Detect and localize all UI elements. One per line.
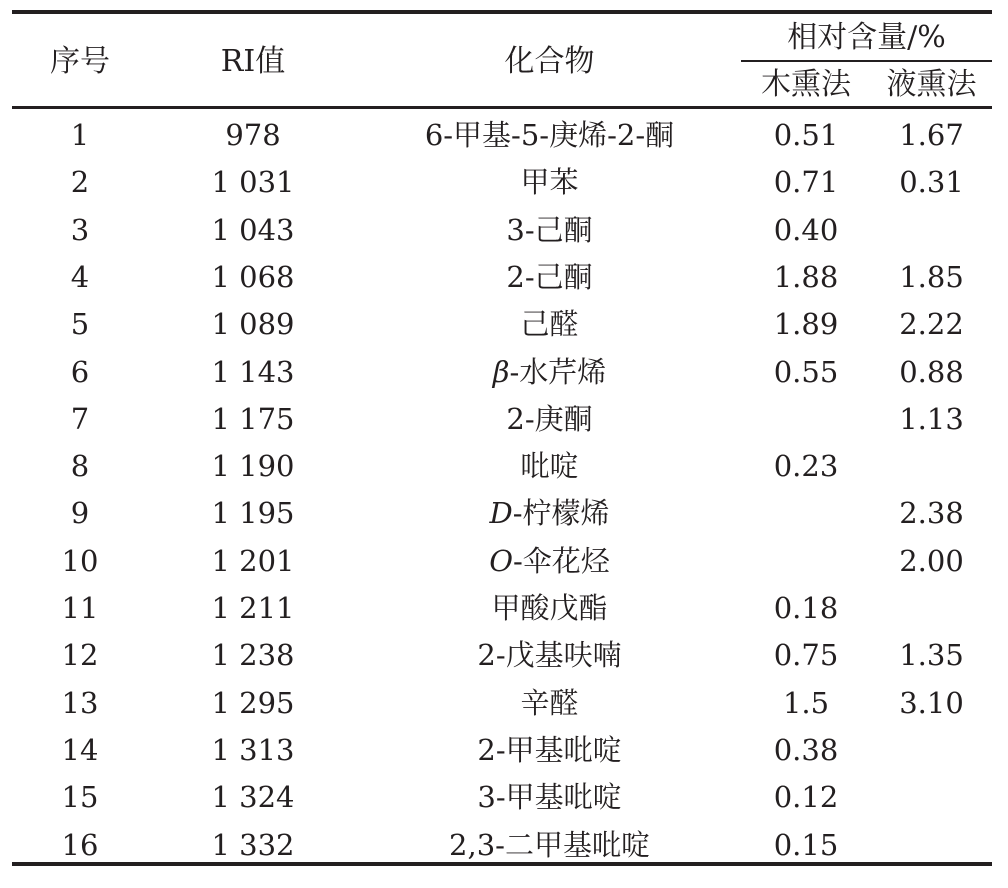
cell-compound: [358, 164, 741, 200]
table-row: [12, 350, 992, 397]
cell-seq: 16: [61, 827, 99, 862]
cell-compound: [358, 401, 741, 437]
cell-seq: 2: [70, 165, 90, 200]
table-row: [12, 397, 992, 444]
compound-name: 吡啶: [520, 449, 579, 484]
cell-compound: [358, 732, 741, 768]
table-bottom-rule: [12, 862, 992, 866]
cell-ri: 1 195: [211, 496, 295, 531]
table-row: [12, 681, 992, 728]
cell-wood-content: 0.75: [773, 638, 839, 673]
cell-seq: 5: [70, 307, 90, 342]
cell-compound: [358, 779, 741, 815]
cell-seq: 6: [70, 354, 90, 389]
cell-compound: [358, 259, 741, 295]
compound-prefix: D: [489, 496, 513, 531]
cell-wood-content: 0.71: [773, 165, 839, 200]
cell-liquid-content: 2.38: [899, 496, 964, 531]
cell-seq: 14: [61, 732, 99, 767]
cell-compound: [358, 306, 741, 342]
cell-liquid-content: 1.13: [899, 401, 964, 436]
cell-seq: 15: [61, 780, 99, 815]
cell-ri: 978: [225, 118, 281, 152]
table-row: [12, 491, 992, 538]
compound-name: 3-己酮: [506, 212, 593, 247]
compound-name: 甲酸戊酯: [491, 591, 608, 625]
compound-name: 己醛: [520, 307, 579, 342]
cell-ri: 1 143: [211, 354, 295, 389]
compound-prefix: O: [489, 543, 513, 578]
compound-name: 2,3-二甲基吡啶: [449, 827, 650, 862]
cell-compound: [358, 448, 741, 484]
header-content-group: 相对含量/%: [787, 20, 946, 55]
cell-ri: 1 175: [211, 401, 295, 436]
compound-prefix: β: [492, 354, 510, 389]
compound-name: 2-己酮: [506, 259, 593, 294]
cell-seq: 10: [61, 543, 99, 578]
compound-name: 甲苯: [520, 165, 579, 200]
cell-wood-content: 0.15: [773, 827, 839, 862]
compound-name: 辛醛: [520, 685, 579, 720]
cell-seq: 7: [70, 401, 90, 436]
compound-name: -伞花烃: [512, 543, 610, 578]
cell-seq: 1: [70, 118, 90, 152]
cell-ri: 1 324: [211, 780, 295, 815]
cell-wood-content: 0.51: [773, 118, 839, 152]
cell-ri: 1 211: [211, 591, 295, 625]
cell-compound: [358, 827, 741, 863]
table-row: [12, 208, 992, 255]
cell-ri: 1 313: [211, 732, 295, 767]
cell-wood-content: 1.88: [773, 259, 839, 294]
table-header-rule: [12, 106, 992, 109]
cell-ri: 1 238: [211, 638, 295, 673]
cell-compound: [358, 543, 741, 579]
cell-ri: 1 068: [211, 259, 295, 294]
compound-name: 3-甲基吡啶: [477, 780, 622, 815]
cell-compound: [358, 354, 741, 390]
cell-seq: 3: [70, 212, 90, 247]
table-row: [12, 728, 992, 775]
cell-ri: 1 295: [211, 685, 295, 720]
table-top-rule: [12, 10, 992, 14]
cell-liquid-content: 1.35: [899, 638, 964, 673]
cell-compound: [358, 590, 741, 626]
header-wood-smoking: 木熏法: [761, 67, 851, 102]
cell-liquid-content: 2.22: [899, 307, 964, 342]
header-liquid-smoking: 液熏法: [886, 67, 977, 102]
cell-wood-content: 0.40: [773, 212, 839, 247]
cell-wood-content: 0.12: [773, 780, 839, 815]
cell-liquid-content: 0.88: [899, 354, 964, 389]
cell-ri: 1 031: [211, 165, 295, 200]
table-row: [12, 255, 992, 302]
cell-seq: 9: [70, 496, 90, 531]
cell-ri: 1 089: [211, 307, 295, 342]
cell-compound: [358, 685, 741, 721]
table-row: [12, 775, 992, 822]
cell-compound: [358, 117, 741, 153]
cell-ri: 1 190: [211, 449, 295, 484]
content-group-underline: [741, 60, 992, 62]
cell-wood-content: 0.18: [773, 591, 839, 625]
compound-name: 2-庚酮: [506, 401, 593, 436]
cell-wood-content: 0.38: [773, 732, 839, 767]
header-seq: 序号: [50, 44, 110, 79]
cell-compound: [358, 637, 741, 673]
cell-seq: 12: [61, 638, 99, 673]
header-compound: 化合物: [504, 44, 595, 79]
compound-name: 2-戊基呋喃: [477, 638, 622, 673]
cell-compound: [358, 495, 741, 531]
compound-name: -柠檬烯: [512, 496, 610, 531]
cell-wood-content: 1.89: [773, 307, 839, 342]
cell-seq: 8: [70, 449, 90, 484]
cell-ri: 1 332: [211, 827, 295, 862]
table-row: [12, 444, 992, 491]
cell-ri: 1 201: [211, 543, 295, 578]
cell-liquid-content: 1.85: [899, 259, 964, 294]
table-row: [12, 539, 992, 586]
cell-compound: [358, 212, 741, 248]
table-row: [12, 633, 992, 680]
cell-wood-content: 0.23: [773, 449, 839, 484]
table-row: [12, 302, 992, 349]
table-row: [12, 160, 992, 207]
cell-ri: 1 043: [211, 212, 295, 247]
compound-name: 2-甲基吡啶: [477, 732, 622, 767]
cell-wood-content: 0.55: [773, 354, 839, 389]
cell-liquid-content: 2.00: [899, 543, 964, 578]
table-row: [12, 113, 992, 160]
cell-liquid-content: 1.67: [899, 118, 964, 152]
cell-liquid-content: 0.31: [899, 165, 964, 200]
cell-seq: 11: [61, 591, 99, 625]
header-ri: RI值: [220, 44, 286, 79]
compound-name: -水芹烯: [509, 354, 607, 389]
cell-liquid-content: 3.10: [899, 685, 964, 720]
cell-wood-content: 1.5: [782, 685, 830, 720]
compound-name: 6-甲基-5-庚烯-2-酮: [424, 118, 675, 152]
cell-seq: 4: [70, 259, 90, 294]
table-row: [12, 586, 992, 633]
cell-seq: 13: [61, 685, 99, 720]
